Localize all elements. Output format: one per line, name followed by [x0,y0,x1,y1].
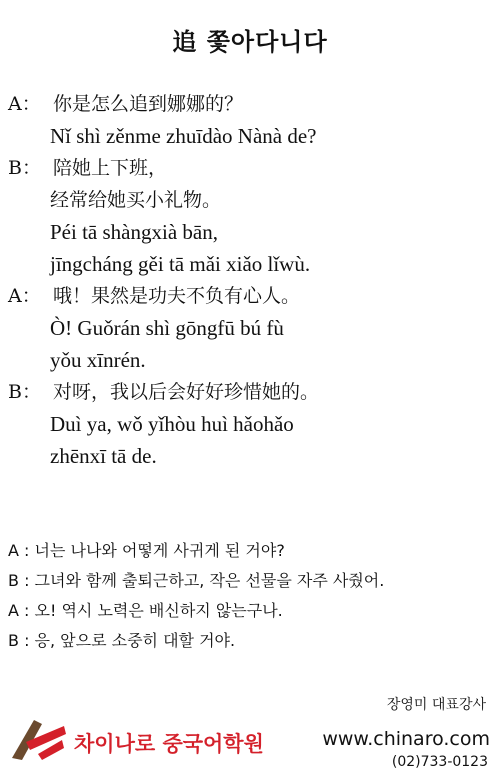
pinyin-text: yǒu xīnrén. [50,348,146,372]
pinyin-text: zhēnxī tā de. [50,444,157,468]
chinaro-logo-icon [8,714,68,764]
speaker-label: A： [8,285,41,307]
korean-line: B : 응, 앞으로 소중히 대할 거야. [8,631,236,650]
dialogue-line [8,408,496,440]
pinyin-text: Ò! Guǒrán shì gōngfū bú fù [50,316,284,340]
chinese-text: 陪她上下班， [53,157,168,179]
dialogue-line [8,440,496,472]
dialogue-line [8,376,496,408]
dialogue-line [8,152,496,184]
chinese-text: 哦！果然是功夫不负有心人。 [53,285,301,307]
website-link[interactable]: www.chinaro.com [322,728,490,750]
dialogue-line [8,120,496,152]
academy-name: 차이나로 중국어학원 [74,732,264,756]
dialogue-line [8,344,496,376]
pinyin-text: jīngcháng gěi tā mǎi xiǎo lǐwù. [50,252,311,276]
korean-line: A : 너는 나나와 어떻게 사귀게 된 거야? [8,541,285,560]
dialogue-line [8,248,496,280]
page-title: 追 쫓아다니다 [172,28,328,56]
pinyin-text: Péi tā shàngxià bān, [50,220,218,244]
speaker-label: B： [8,381,41,403]
speaker-label: B： [8,157,41,179]
dialogue-line [8,216,496,248]
chinese-text: 经常给她买小礼物。 [50,189,222,211]
pinyin-text: Nǐ shì zěnme zhuīdào Nànà de? [50,124,317,148]
academy-logo [8,714,308,764]
chinese-text: 对呀，我以后会好好珍惜她的。 [53,381,320,403]
chinese-text: 你是怎么追到娜娜的？ [53,93,244,115]
pinyin-text: Duì ya, wǒ yǐhòu huì hǎohǎo [50,412,294,436]
dialogue [8,88,496,472]
korean-translation [8,536,496,656]
dialogue-line [8,280,496,312]
phone-number: (02)733-0123 [391,754,488,770]
speaker-label: A： [8,93,41,115]
teacher-credit: 장영미 대표강사 [386,697,486,713]
dialogue-line [8,88,496,120]
dialogue-line [8,312,496,344]
korean-line: B : 그녀와 함께 출퇴근하고, 작은 선물을 자주 사줬어. [8,571,385,590]
korean-line: A : 오! 역시 노력은 배신하지 않는구나. [8,601,283,620]
dialogue-line [8,184,496,216]
